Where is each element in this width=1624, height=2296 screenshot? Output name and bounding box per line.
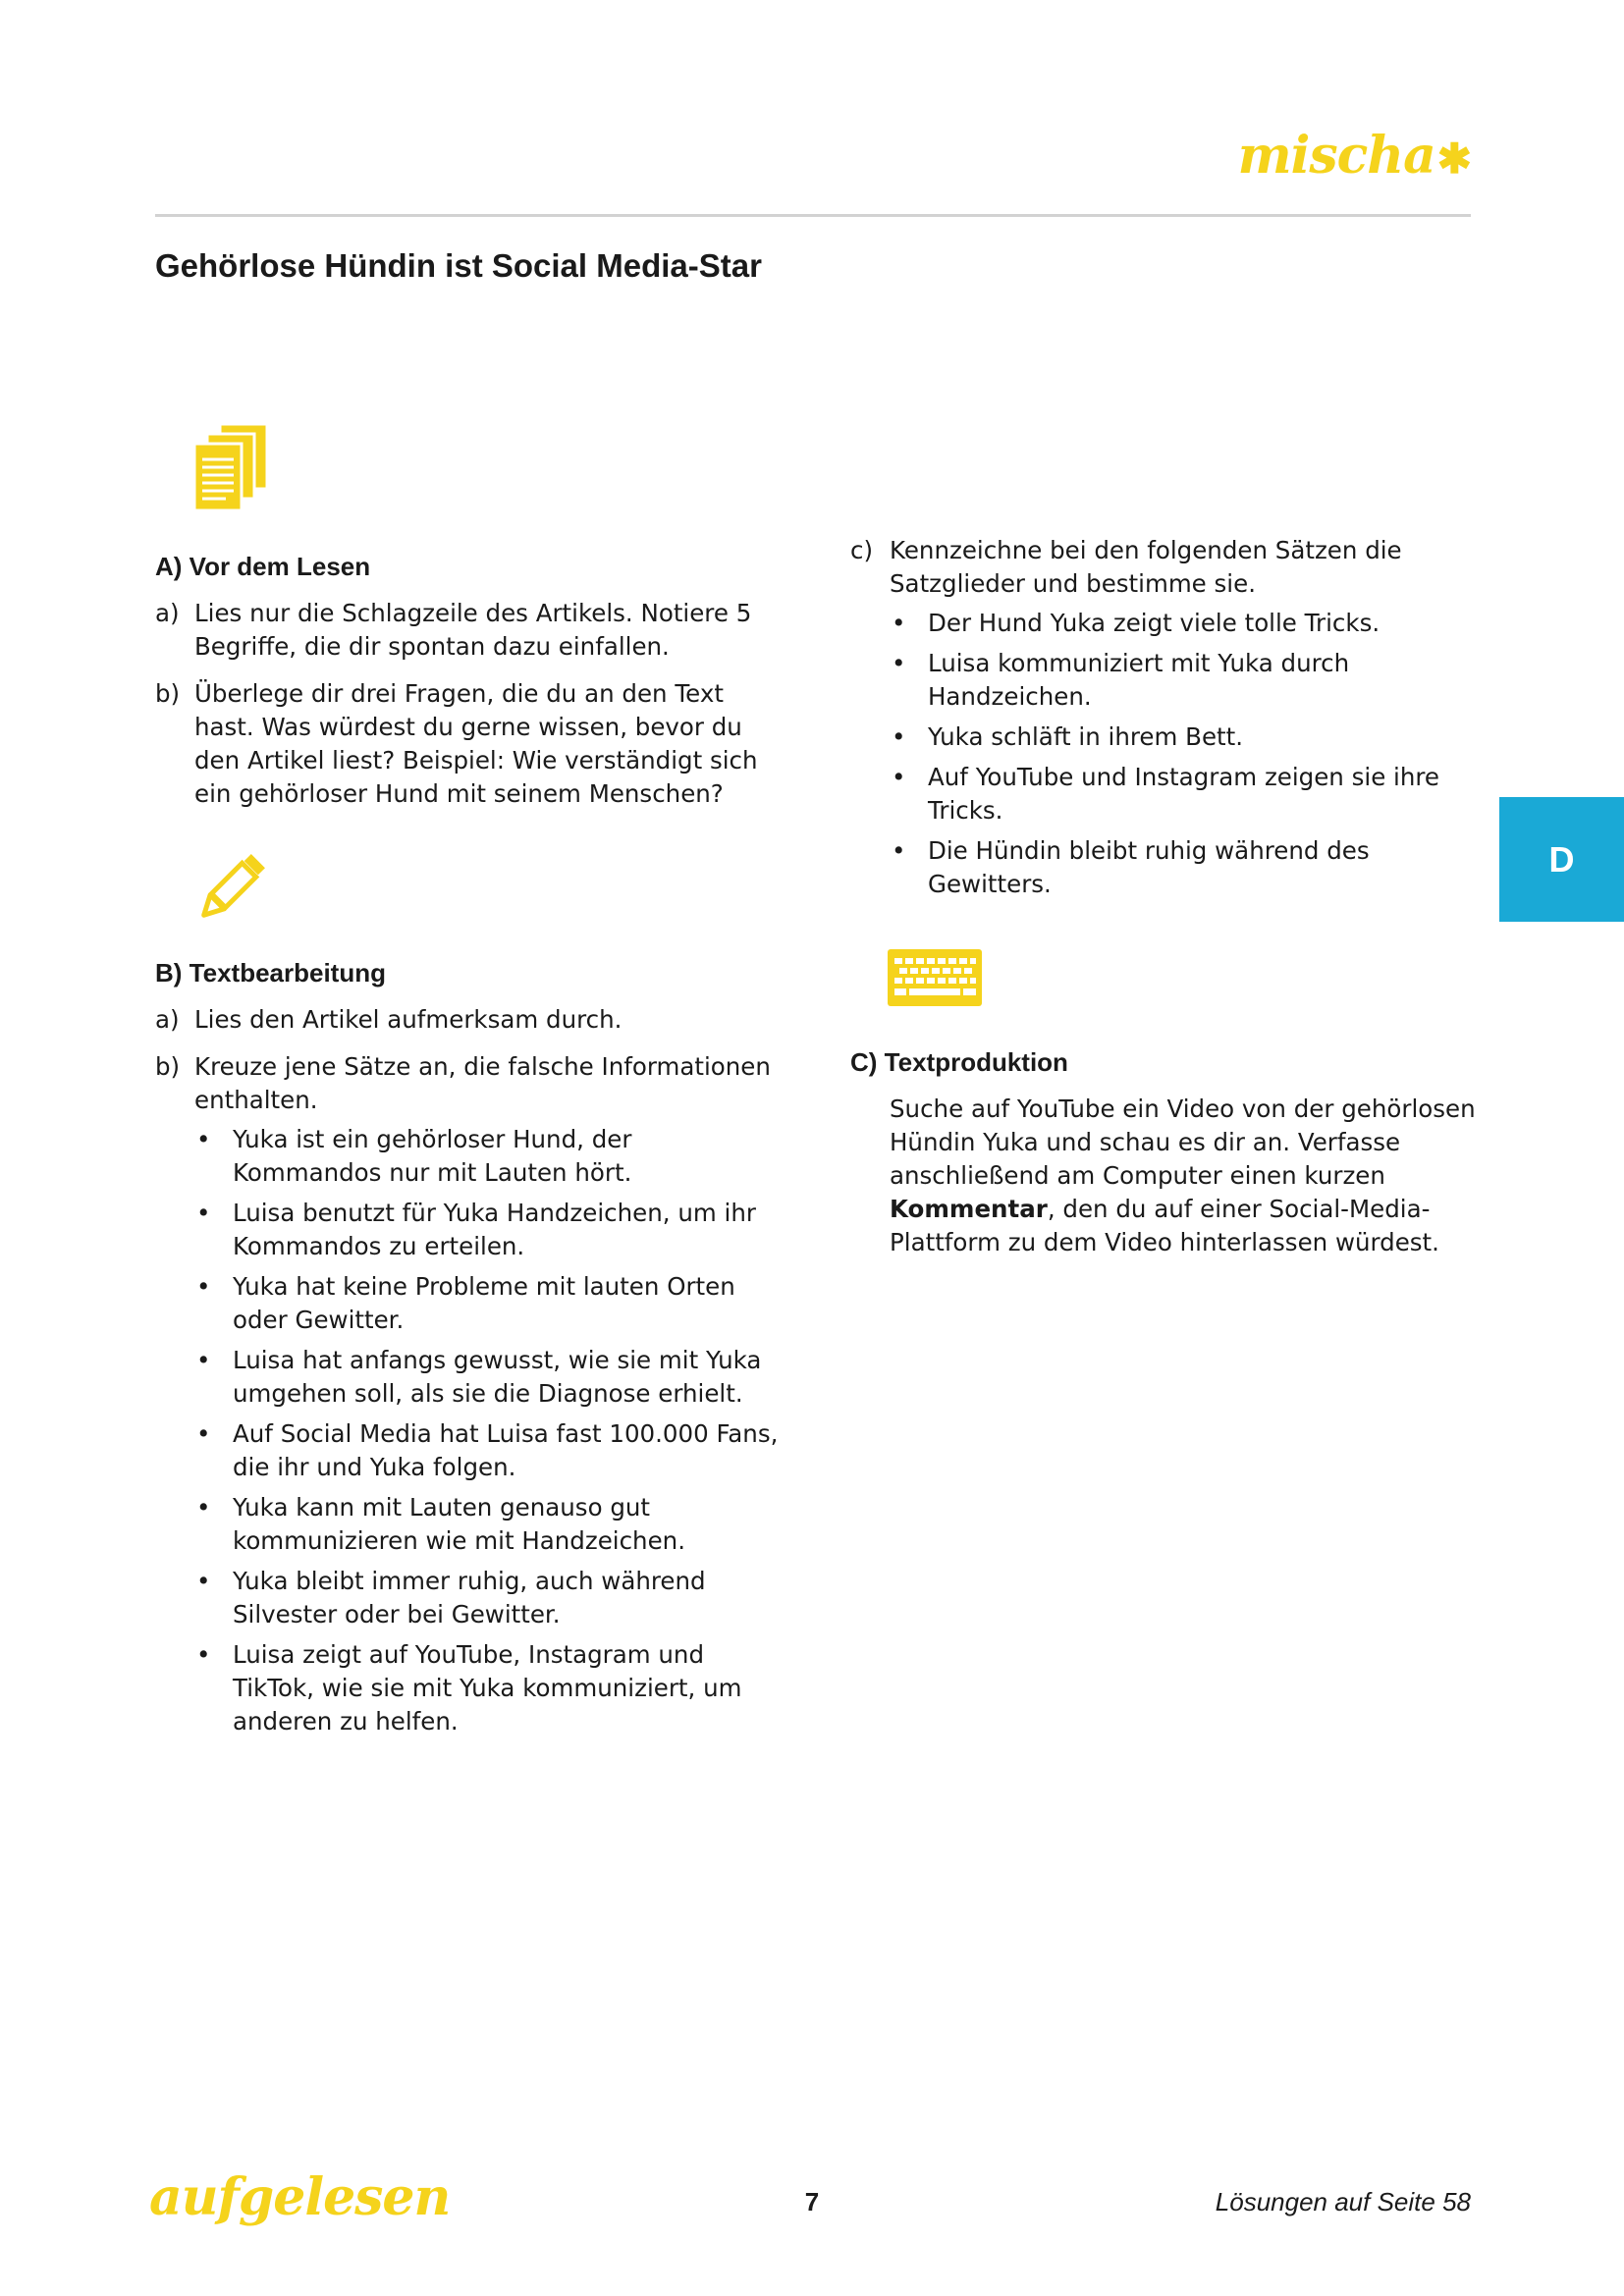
task-a-a bbox=[155, 597, 784, 664]
right-column bbox=[850, 534, 1479, 1259]
task-b-c bbox=[850, 534, 1479, 908]
task-text: Lies nur die Schlagzeile des Artikels. Notiere 5 Begriffe, die dir spontan dazu einfallen. bbox=[194, 599, 752, 661]
list-item: • Auf Social Media hat Luisa fast 100.000 Fans, die ihr und Yuka folgen. bbox=[196, 1419, 779, 1481]
task-b-b bbox=[155, 1050, 784, 1745]
documents-icon bbox=[194, 422, 784, 512]
keyboard-icon bbox=[888, 949, 1479, 1006]
list-item: • Auf YouTube und Instagram zeigen sie ihre Tricks. bbox=[892, 763, 1439, 825]
list-item: • Luisa benutzt für Yuka Handzeichen, um ihr Kommandos zu erteilen. bbox=[196, 1199, 756, 1260]
list-item: • Yuka hat keine Probleme mit lauten Orten oder Gewitter. bbox=[196, 1272, 735, 1334]
header-divider bbox=[155, 214, 1471, 217]
solutions-reference: Lösungen auf Seite 58 bbox=[1215, 2187, 1471, 2216]
mischa-logo: mischa✱ bbox=[1237, 126, 1471, 186]
statement-list bbox=[194, 1123, 784, 1738]
task-label: b) bbox=[155, 679, 181, 708]
task-label: a) bbox=[155, 599, 180, 627]
task-label: a) bbox=[155, 1005, 180, 1034]
task-b-a bbox=[155, 1003, 784, 1037]
list-item: • Luisa hat anfangs gewusst, wie sie mit Yuka umgehen soll, als sie die Diagnose erhielt. bbox=[196, 1346, 762, 1408]
list-item: • Yuka schläft in ihrem Bett. bbox=[892, 722, 1244, 751]
list-item: • Luisa zeigt auf YouTube, Instagram und TikTok, wie sie mit Yuka kommuniziert, um anderen zu helfen. bbox=[196, 1640, 742, 1735]
section-b-heading: B) Textbearbeitung bbox=[155, 958, 386, 988]
list-item: • Yuka ist ein gehörloser Hund, der Kommandos nur mit Lauten hört. bbox=[196, 1125, 632, 1187]
task-a-b bbox=[155, 677, 784, 811]
list-item: • Der Hund Yuka zeigt viele tolle Tricks. bbox=[892, 609, 1380, 637]
pencil-icon bbox=[194, 848, 784, 927]
section-c-heading: C) Textproduktion bbox=[850, 1047, 1068, 1077]
sentence-list bbox=[890, 607, 1479, 901]
list-item: • Yuka bleibt immer ruhig, auch während Silvester oder bei Gewitter. bbox=[196, 1567, 706, 1629]
task-label: c) bbox=[850, 536, 874, 564]
task-text: Überlege dir drei Fragen, die du an den Text hast. Was würdest du gerne wissen, bevor du den Artikel liest? Beispiel: Wie verständigt sich ein gehörloser Hund mit seinem Menschen? bbox=[194, 679, 758, 808]
page-number: 7 bbox=[804, 2187, 820, 2216]
task-text: Lies den Artikel aufmerksam durch. bbox=[194, 1005, 623, 1034]
bold-keyword: Kommentar bbox=[890, 1195, 1048, 1223]
list-item: • Die Hündin bleibt ruhig während des Gewitters. bbox=[892, 836, 1370, 898]
section-a-heading: A) Vor dem Lesen bbox=[155, 552, 371, 581]
star-icon: ✱ bbox=[1436, 134, 1471, 183]
task-text: Kreuze jene Sätze an, die falsche Informationen enthalten. bbox=[194, 1052, 771, 1114]
list-item: • Luisa kommuniziert mit Yuka durch Handzeichen. bbox=[892, 649, 1350, 711]
left-column bbox=[155, 422, 784, 1759]
production-text: Suche auf YouTube ein Video von der gehörlosen Hündin Yuka und schau es dir an. Verfasse anschließend am Computer einen kurzen Kommentar, den du auf einer Social-Media-Plattform zu dem Video hinterlassen würdest. bbox=[890, 1095, 1476, 1256]
aufgelesen-logo: aufgelesen bbox=[149, 2167, 451, 2227]
side-tab-d: D bbox=[1499, 797, 1624, 922]
list-item: • Yuka kann mit Lauten genauso gut kommunizieren wie mit Handzeichen. bbox=[196, 1493, 685, 1555]
page-title: Gehörlose Hündin ist Social Media-Star bbox=[155, 247, 762, 284]
task-text: Kennzeichne bei den folgenden Sätzen die Satzglieder und bestimme sie. bbox=[890, 536, 1402, 598]
task-label: b) bbox=[155, 1052, 181, 1081]
